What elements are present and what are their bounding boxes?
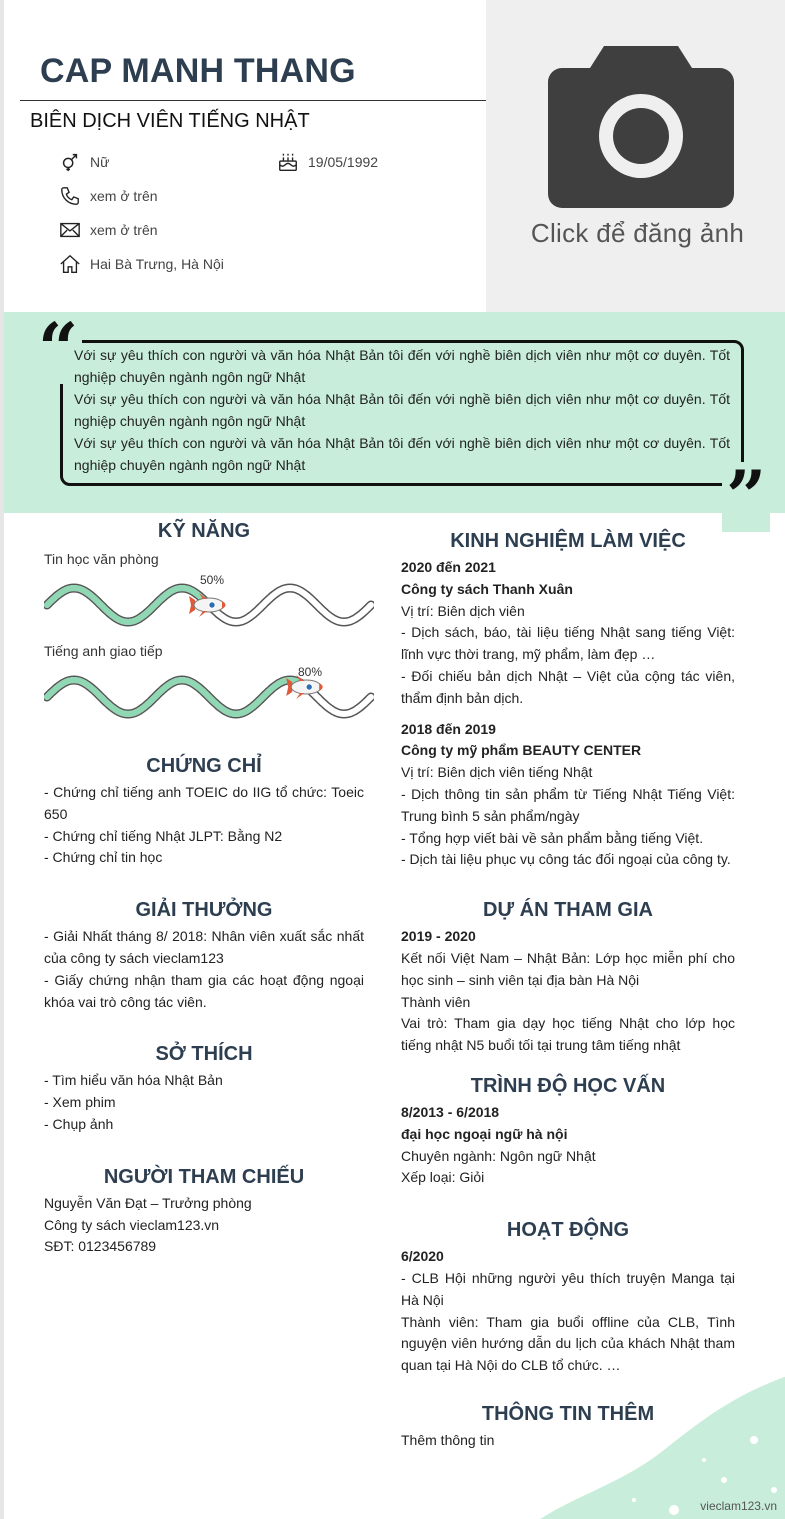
- hobbies-title[interactable]: SỞ THÍCH: [155, 1043, 253, 1066]
- activity-period: 6/2020: [401, 1248, 444, 1265]
- photo-upload[interactable]: [486, 0, 785, 312]
- projects-title[interactable]: DỰ ÁN THAM GIA: [483, 899, 653, 922]
- name-divider: [20, 100, 486, 101]
- phone-icon: [58, 184, 82, 208]
- certificate-item[interactable]: - Chứng chỉ tiếng anh TOEIC do IIG tổ chức: Toeic 650: [44, 784, 364, 822]
- activity-line: - CLB Hội những người yêu thích truyện Manga tại Hà Nội: [401, 1269, 735, 1308]
- job-title[interactable]: BIÊN DỊCH VIÊN TIẾNG NHẬT: [30, 110, 310, 132]
- experience-entry[interactable]: [401, 557, 735, 710]
- birthday-row[interactable]: [276, 150, 378, 174]
- brand-watermark: vieclam123.vn: [700, 1499, 777, 1513]
- cv-header: [4, 0, 785, 312]
- experience-line: Vị trí: Biên dịch viên: [401, 602, 525, 619]
- awards-title[interactable]: GIẢI THƯỞNG: [135, 899, 273, 922]
- reference-line[interactable]: Nguyễn Văn Đạt – Trưởng phòng: [44, 1194, 252, 1211]
- email-row[interactable]: [58, 218, 158, 242]
- skill-item[interactable]: [44, 551, 364, 629]
- project-line: Vai trò: Tham gia dạy học tiếng Nhật cho lớp học tiếng nhật N5 buổi tối tại trung tâm tiếng nhật: [401, 1015, 735, 1054]
- mail-icon: [58, 218, 82, 242]
- skills-title[interactable]: KỸ NĂNG: [157, 520, 251, 542]
- phone-value: xem ở trên: [90, 188, 158, 204]
- decorative-splash: [514, 1370, 785, 1519]
- project-period: 2019 - 2020: [401, 928, 476, 945]
- education-title[interactable]: TRÌNH ĐỘ HỌC VẤN: [470, 1074, 666, 1097]
- certificate-item[interactable]: - Chứng chỉ tiếng Nhật JLPT: Bằng N2: [44, 827, 283, 844]
- extra-info-title[interactable]: THÔNG TIN THÊM: [481, 1402, 655, 1425]
- summary-line: Với sự yêu thích con người và văn hóa Nhật Bản tôi đến với nghề biên dịch viên như một cơ duyên. Tốt nghiệp chuyên ngành ngôn ngữ Nhật: [74, 347, 730, 385]
- gender-value: Nữ: [90, 154, 110, 170]
- award-item[interactable]: - Giải Nhất tháng 8/ 2018: Nhân viên xuất sắc nhất của công ty sách vieclam123: [44, 928, 364, 966]
- skill-label: Tin học văn phòng: [44, 551, 159, 567]
- skill-progress: [44, 659, 374, 721]
- award-item[interactable]: - Giấy chứng nhận tham gia các hoạt động ngoại khóa vai trò công tác viên.: [44, 971, 364, 1010]
- wave-fill: [47, 588, 209, 622]
- left-column: [44, 520, 364, 1258]
- experience-company: Công ty sách Thanh Xuân: [401, 580, 573, 597]
- experience-entry[interactable]: [401, 719, 735, 872]
- skill-label: Tiếng anh giao tiếp: [44, 643, 163, 659]
- certificates-title[interactable]: CHỨNG CHỈ: [146, 755, 262, 777]
- camera-icon: [548, 46, 734, 208]
- birthday-value: 19/05/1992: [308, 154, 379, 170]
- education-entry[interactable]: [401, 1102, 735, 1189]
- home-icon: [58, 252, 82, 276]
- project-entry[interactable]: [401, 926, 735, 1057]
- experience-line: - Dịch tài liệu phục vụ công tác đối ngoại của công ty.: [401, 851, 731, 868]
- skill-item[interactable]: [44, 643, 364, 721]
- birthday-cake-icon: [276, 150, 300, 174]
- project-line: Thành viên: [401, 993, 471, 1010]
- summary-text[interactable]: [74, 344, 730, 476]
- hobby-item[interactable]: - Chụp ảnh: [44, 1115, 114, 1132]
- experience-title[interactable]: KINH NGHIỆM LÀM VIỆC: [450, 530, 686, 552]
- gender-row[interactable]: [58, 150, 109, 174]
- certificate-item[interactable]: - Chứng chỉ tin học: [44, 849, 163, 866]
- experience-period: 2018 đến 2019: [401, 720, 496, 737]
- summary-line: Với sự yêu thích con người và văn hóa Nhật Bản tôi đến với nghề biên dịch viên như một cơ duyên. Tốt nghiệp chuyên ngành ngôn ngữ Nhật: [74, 435, 730, 473]
- experience-line: - Dịch thông tin sản phẩm từ Tiếng Nhật Tiếng Việt: Trung bình 5 sản phẩm/ngày: [401, 785, 735, 824]
- close-quote-icon: ”: [722, 462, 770, 532]
- experience-line: Vị trí: Biên dịch viên tiếng Nhật: [401, 764, 593, 781]
- education-period: 8/2013 - 6/2018: [401, 1103, 500, 1120]
- gender-icon: [58, 150, 82, 174]
- education-line: Chuyên ngành: Ngôn ngữ Nhật: [401, 1147, 596, 1164]
- address-row[interactable]: [58, 252, 224, 276]
- hobby-item[interactable]: - Tìm hiểu văn hóa Nhật Bản: [44, 1072, 223, 1089]
- skill-percent: 80%: [298, 665, 323, 679]
- email-value: xem ở trên: [90, 222, 158, 238]
- education-line: Xếp loại: Giỏi: [401, 1169, 485, 1186]
- activity-line: Thành viên: Tham gia buổi offline của CLB, Tình nguyện viên hướng dẫn du lịch của khách Nhật tham quan tại Hà Nội do CLB tổ chức. …: [401, 1313, 735, 1374]
- hobby-item[interactable]: - Xem phim: [44, 1094, 116, 1111]
- references-title[interactable]: NGƯỜI THAM CHIẾU: [103, 1165, 305, 1188]
- address-value: Hai Bà Trưng, Hà Nội: [90, 256, 224, 272]
- experience-line: - Tổng hợp viết bài về sản phẩm bằng tiếng Việt.: [401, 829, 704, 846]
- activity-entry[interactable]: [401, 1246, 735, 1377]
- skill-progress: [44, 567, 374, 629]
- skill-percent: 50%: [200, 573, 225, 587]
- experience-line: - Dịch sách, báo, tài liệu tiếng Nhật sang tiếng Việt: lĩnh vực thời trang, mỹ phẩm, làm đẹp …: [401, 624, 735, 663]
- phone-row[interactable]: [58, 184, 158, 208]
- experience-company: Công ty mỹ phẩm BEAUTY CENTER: [401, 742, 642, 759]
- activities-title[interactable]: HOẠT ĐỘNG: [506, 1219, 630, 1242]
- experience-line: - Đối chiếu bản dịch Nhật – Việt của cộng tác viên, thẩm định bản dịch.: [401, 667, 735, 706]
- reference-line[interactable]: SĐT: 0123456789: [44, 1238, 157, 1255]
- photo-caption: Click để đăng ảnh: [530, 218, 745, 248]
- summary-line: Với sự yêu thích con người và văn hóa Nhật Bản tôi đến với nghề biên dịch viên như một cơ duyên. Tốt nghiệp chuyên ngành ngôn ngữ Nhật: [74, 391, 730, 429]
- extra-info-text[interactable]: Thêm thông tin: [401, 1431, 495, 1448]
- project-line: Kết nối Việt Nam – Nhật Bản: Lớp học miễn phí cho học sinh – sinh viên tại địa bàn Hà Nội: [401, 949, 735, 988]
- right-column: [401, 530, 735, 1452]
- experience-period: 2020 đến 2021: [401, 559, 496, 575]
- candidate-name[interactable]: CAP MANH THANG: [40, 52, 356, 90]
- education-school: đại học ngoại ngữ hà nội: [401, 1125, 568, 1142]
- reference-line[interactable]: Công ty sách vieclam123.vn: [44, 1216, 220, 1233]
- open-quote-icon: “: [34, 314, 82, 384]
